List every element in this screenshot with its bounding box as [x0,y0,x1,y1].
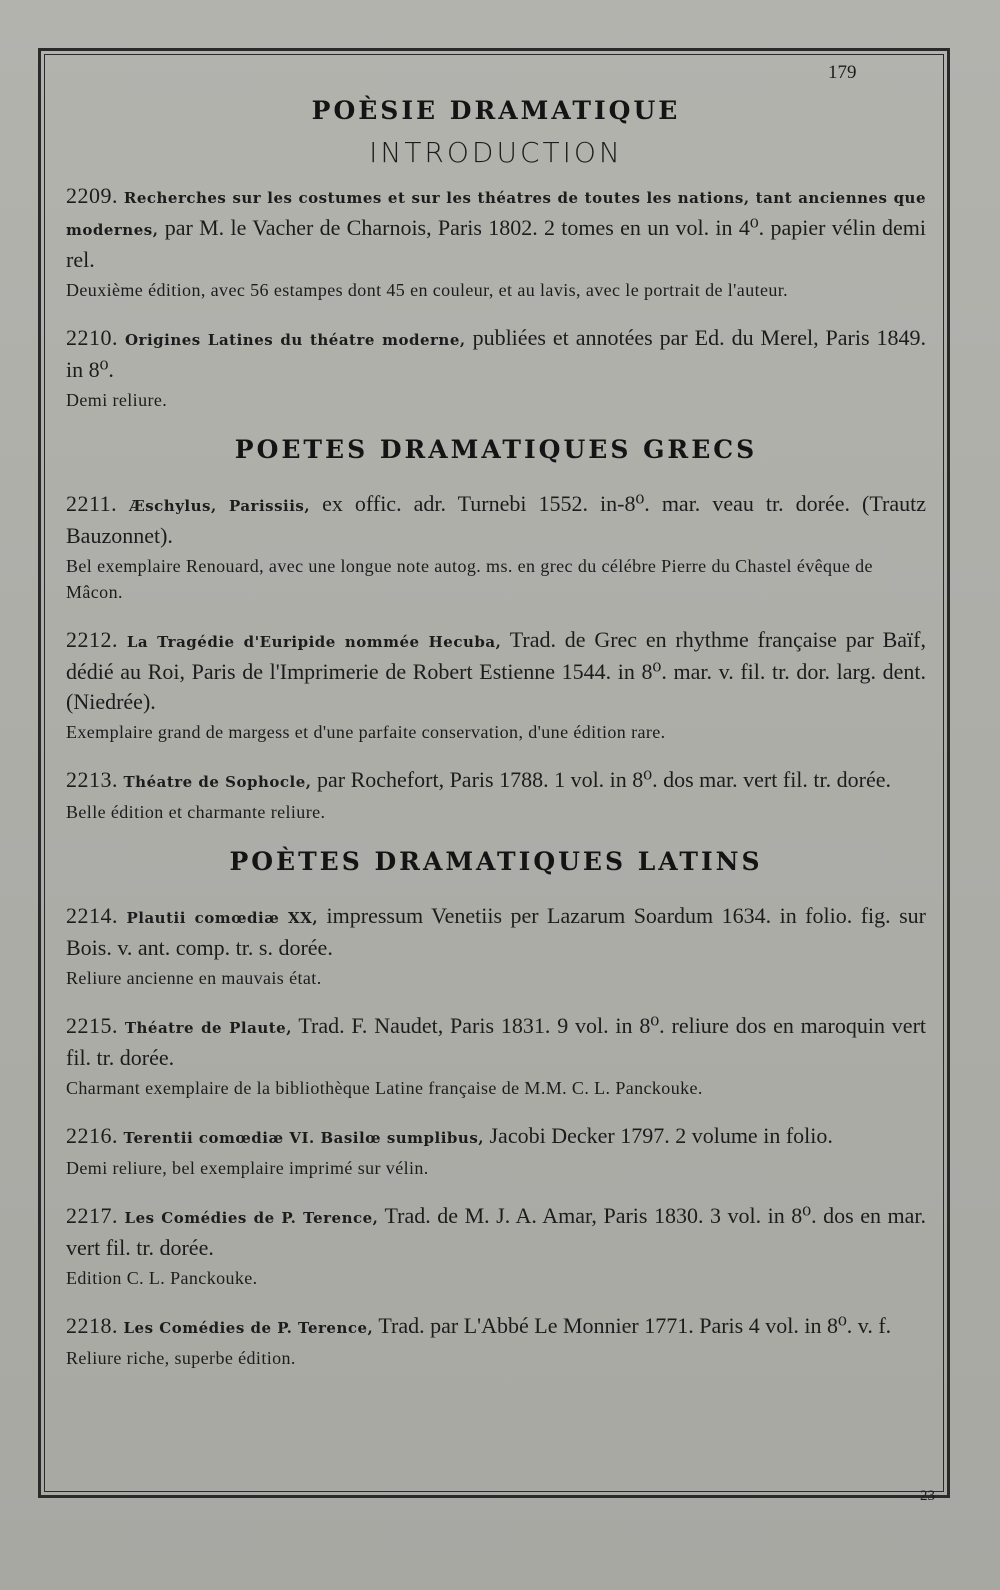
entry-details: impressum Venetiis per Lazarum Soardum 1634. in folio. fig. sur Bois. v. ant. comp. tr. s. dorée. [66,903,926,960]
entry-title: La Tragédie d'Euripide nommée Hecuba, [126,633,502,651]
entry-2215 [66,1011,926,1101]
section-title-poetes-grecs: POETES DRAMATIQUES GRECS [234,435,758,464]
entry-2211 [66,489,926,605]
entry-number: 2215. [66,1013,118,1038]
entry-details: Trad. de M. J. A. Amar, Paris 1830. 3 vol. in 8⁰. dos en mar. vert fil. tr. dorée. [66,1203,927,1260]
entry-details: publiées et annotées par Ed. du Merel, Paris 1849. in 8⁰. [66,325,927,382]
entry-details: Trad. de Grec en rhythme française par Baïf, dédié au Roi, Paris de l'Imprimerie de Robert Estienne 1544. in 8⁰. mar. v. fil. tr. dor. larg. dent. (Niedrée). [66,627,926,714]
entry-note: Charmant exemplaire de la bibliothèque Latine française de M.M. C. L. Panckouke. [66,1078,703,1098]
entry-2210 [66,323,926,413]
entry-note: Exemplaire grand de margess et d'une parfaite conservation, d'une édition rare. [66,722,666,742]
entry-number: 2209. [66,183,118,208]
entry-note: Demi reliure. [66,390,168,410]
footer-number: 23 [920,1488,935,1504]
entry-2216 [66,1121,926,1181]
entry-2213 [66,765,926,825]
page-number: 179 [828,62,857,83]
entry-note: Reliure ancienne en mauvais état. [66,968,322,988]
entry-number: 2214. [66,903,118,928]
entry-number: 2212. [66,627,118,652]
section-title-poesie-dramatique: POÈSIE DRAMATIQUE [311,96,681,125]
entry-2212 [66,625,926,745]
entry-title: Les Comédies de P. Terence, [124,1209,379,1227]
entry-number: 2211. [66,491,118,516]
page-content [66,96,926,1391]
entry-title: Théatre de Sophocle, [123,773,312,791]
entry-number: 2213. [66,767,118,792]
entry-note: Belle édition et charmante reliure. [66,802,326,822]
entry-title: Recherches sur les costumes et sur les théatres de toutes les nations, tant anciennes que modernes, [66,189,927,239]
entry-number: 2217. [66,1203,118,1228]
entry-title: Plautii comœdiæ XX, [126,909,319,927]
entry-2209 [66,181,926,303]
entry-title: Æschylus, Parissiis, [129,497,311,515]
entry-title: Les Comédies de P. Terence, [123,1319,374,1337]
entry-note: Bel exemplaire Renouard, avec une longue note autog. ms. en grec du célébre Pierre du Chastel évêque de Mâcon. [66,556,873,602]
entry-note: Deuxième édition, avec 56 estampes dont 45 en couleur, et au lavis, avec le portrait de l'auteur. [66,280,789,300]
entry-number: 2216. [66,1123,118,1148]
entry-note: Demi reliure, bel exemplaire imprimé sur vélin. [66,1158,429,1178]
entry-2217 [66,1201,926,1291]
entry-title: Théatre de Plaute, [124,1019,292,1037]
entry-title: Terentii comœdiæ VI. Basilœ sumplibus, [123,1129,484,1147]
entry-details: Jacobi Decker 1797. 2 volume in folio. [484,1123,833,1148]
entry-2214 [66,901,926,991]
entry-details: Trad. par L'Abbé Le Monnier 1771. Paris 4 vol. in 8⁰. v. f. [373,1313,892,1338]
entry-2218 [66,1311,926,1371]
entry-title: Origines Latines du théatre moderne, [124,331,466,349]
entry-number: 2218. [66,1313,118,1338]
entry-details: par M. le Vacher de Charnois, Paris 1802. 2 tomes en un vol. in 4⁰. papier vélin demi rel. [66,215,926,272]
entry-number: 2210. [66,325,118,350]
entry-details: par Rochefort, Paris 1788. 1 vol. in 8⁰. dos mar. vert fil. tr. dorée. [311,767,892,792]
section-subtitle-introduction: INTRODUCTION [369,136,623,169]
entry-note: Edition C. L. Panckouke. [66,1268,258,1288]
entry-note: Reliure riche, superbe édition. [66,1348,296,1368]
section-title-poetes-latins: POÈTES DRAMATIQUES LATINS [229,847,763,876]
entry-details: ex offic. adr. Turnebi 1552. in-8⁰. mar. veau tr. dorée. (Trautz Bauzonnet). [66,491,926,548]
entry-details: Trad. F. Naudet, Paris 1831. 9 vol. in 8⁰. reliure dos en maroquin vert fil. tr. dorée. [66,1013,927,1070]
